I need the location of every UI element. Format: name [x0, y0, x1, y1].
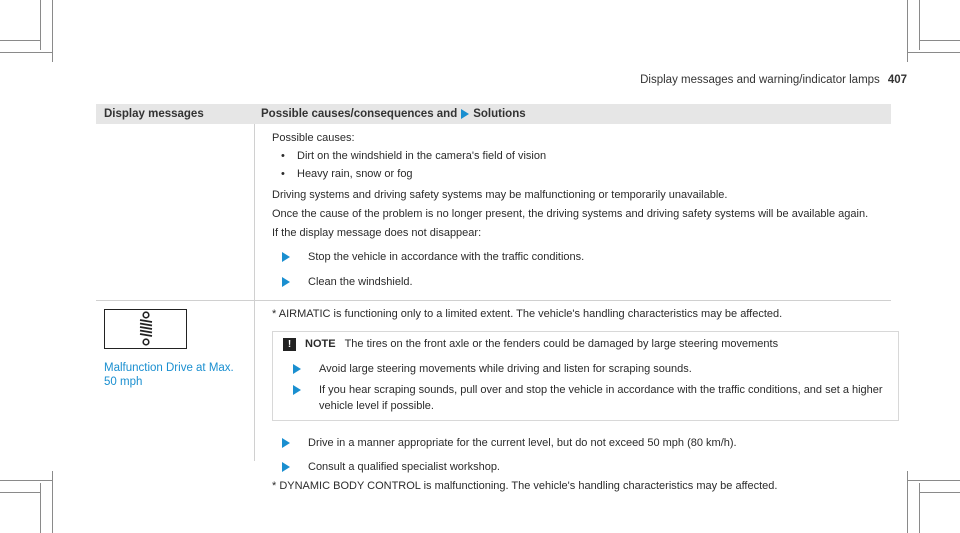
warning-icon: !: [283, 338, 296, 351]
crop-mark: [908, 52, 960, 53]
col-header-display-messages: Display messages: [104, 108, 204, 120]
step-text: Consult a qualified specialist workshop.: [308, 461, 500, 473]
display-messages-table: [96, 104, 891, 492]
step-text: Clean the windshield.: [308, 276, 413, 288]
arrow-right-icon: [461, 109, 469, 119]
arrow-right-icon: [293, 385, 301, 395]
crop-mark: [0, 52, 52, 53]
dynamic-body-control-text: * DYNAMIC BODY CONTROL is malfunctioning. The vehicle's handling characteristics may be affected.: [272, 480, 778, 492]
note-box: [272, 331, 899, 421]
crop-mark: [40, 0, 41, 50]
column-divider: [254, 301, 255, 461]
crop-mark: [0, 480, 52, 481]
step-text: Avoid large steering movements while driving and listen for scraping sounds.: [319, 363, 692, 375]
paragraph: Driving systems and driving safety systems may be malfunctioning or temporarily unavailable.: [272, 189, 728, 201]
note-header: [283, 336, 888, 352]
list-item: • Heavy rain, snow or fog: [280, 166, 891, 182]
crop-mark: [920, 40, 960, 41]
step-text: If you hear scraping sounds, pull over and stop the vehicle in accordance with the traffic conditions, and set a higher vehicle level if possible.: [319, 384, 883, 412]
display-message-line: 50 mph: [104, 376, 143, 388]
step-text: Stop the vehicle in accordance with the traffic conditions.: [308, 251, 585, 263]
list-item: • Dirt on the windshield in the camera's field of vision: [280, 148, 891, 164]
note-label: NOTE: [305, 338, 336, 350]
page-number: 407: [887, 74, 907, 86]
crop-mark: [920, 492, 960, 493]
step-item: [278, 274, 891, 290]
arrow-right-icon: [282, 438, 290, 448]
arrow-right-icon: [282, 462, 290, 472]
row-content: [272, 124, 891, 290]
crop-mark: [0, 492, 40, 493]
table-row: [96, 301, 891, 492]
step-item: [278, 435, 891, 451]
crop-mark: [40, 483, 41, 533]
crop-mark: [0, 40, 40, 41]
note-text: The tires on the front axle or the fenders could be damaged by large steering movements: [344, 338, 779, 350]
crop-mark: [52, 0, 53, 62]
display-message: [104, 361, 234, 389]
step-text: Drive in a manner appropriate for the current level, but do not exceed 50 mph (80 km/h).: [308, 437, 737, 449]
arrow-right-icon: [282, 277, 290, 287]
col-header-causes-label: Possible causes/consequences and: [261, 108, 458, 120]
step-item: [289, 361, 888, 377]
step-item: [278, 459, 891, 475]
step-item: [278, 249, 891, 265]
crop-mark: [919, 0, 920, 50]
table-header: [96, 104, 891, 124]
table-row: [96, 124, 891, 301]
paragraph: If the display message does not disappear:: [272, 227, 482, 239]
display-message-line: Malfunction Drive at Max.: [104, 362, 234, 374]
paragraph: Once the cause of the problem is no longer present, the driving systems and driving safety systems will be available again.: [272, 208, 869, 220]
airmatic-text: * AIRMATIC is functioning only to a limited extent. The vehicle's handling characteristics may be affected.: [272, 308, 783, 320]
page-header: [640, 74, 907, 86]
step-item: [289, 382, 888, 414]
crop-mark: [919, 483, 920, 533]
col-header-solutions-label: Solutions: [473, 108, 526, 120]
section-title: Display messages and warning/indicator lamps: [640, 74, 880, 86]
crop-mark: [52, 471, 53, 533]
arrow-right-icon: [293, 364, 301, 374]
col-header-causes: [261, 108, 526, 120]
suspension-spring-icon: [104, 309, 187, 349]
row-content: [272, 301, 891, 494]
column-divider: [254, 124, 255, 300]
possible-causes-label: Possible causes:: [272, 132, 355, 144]
arrow-right-icon: [282, 252, 290, 262]
crop-mark: [908, 480, 960, 481]
